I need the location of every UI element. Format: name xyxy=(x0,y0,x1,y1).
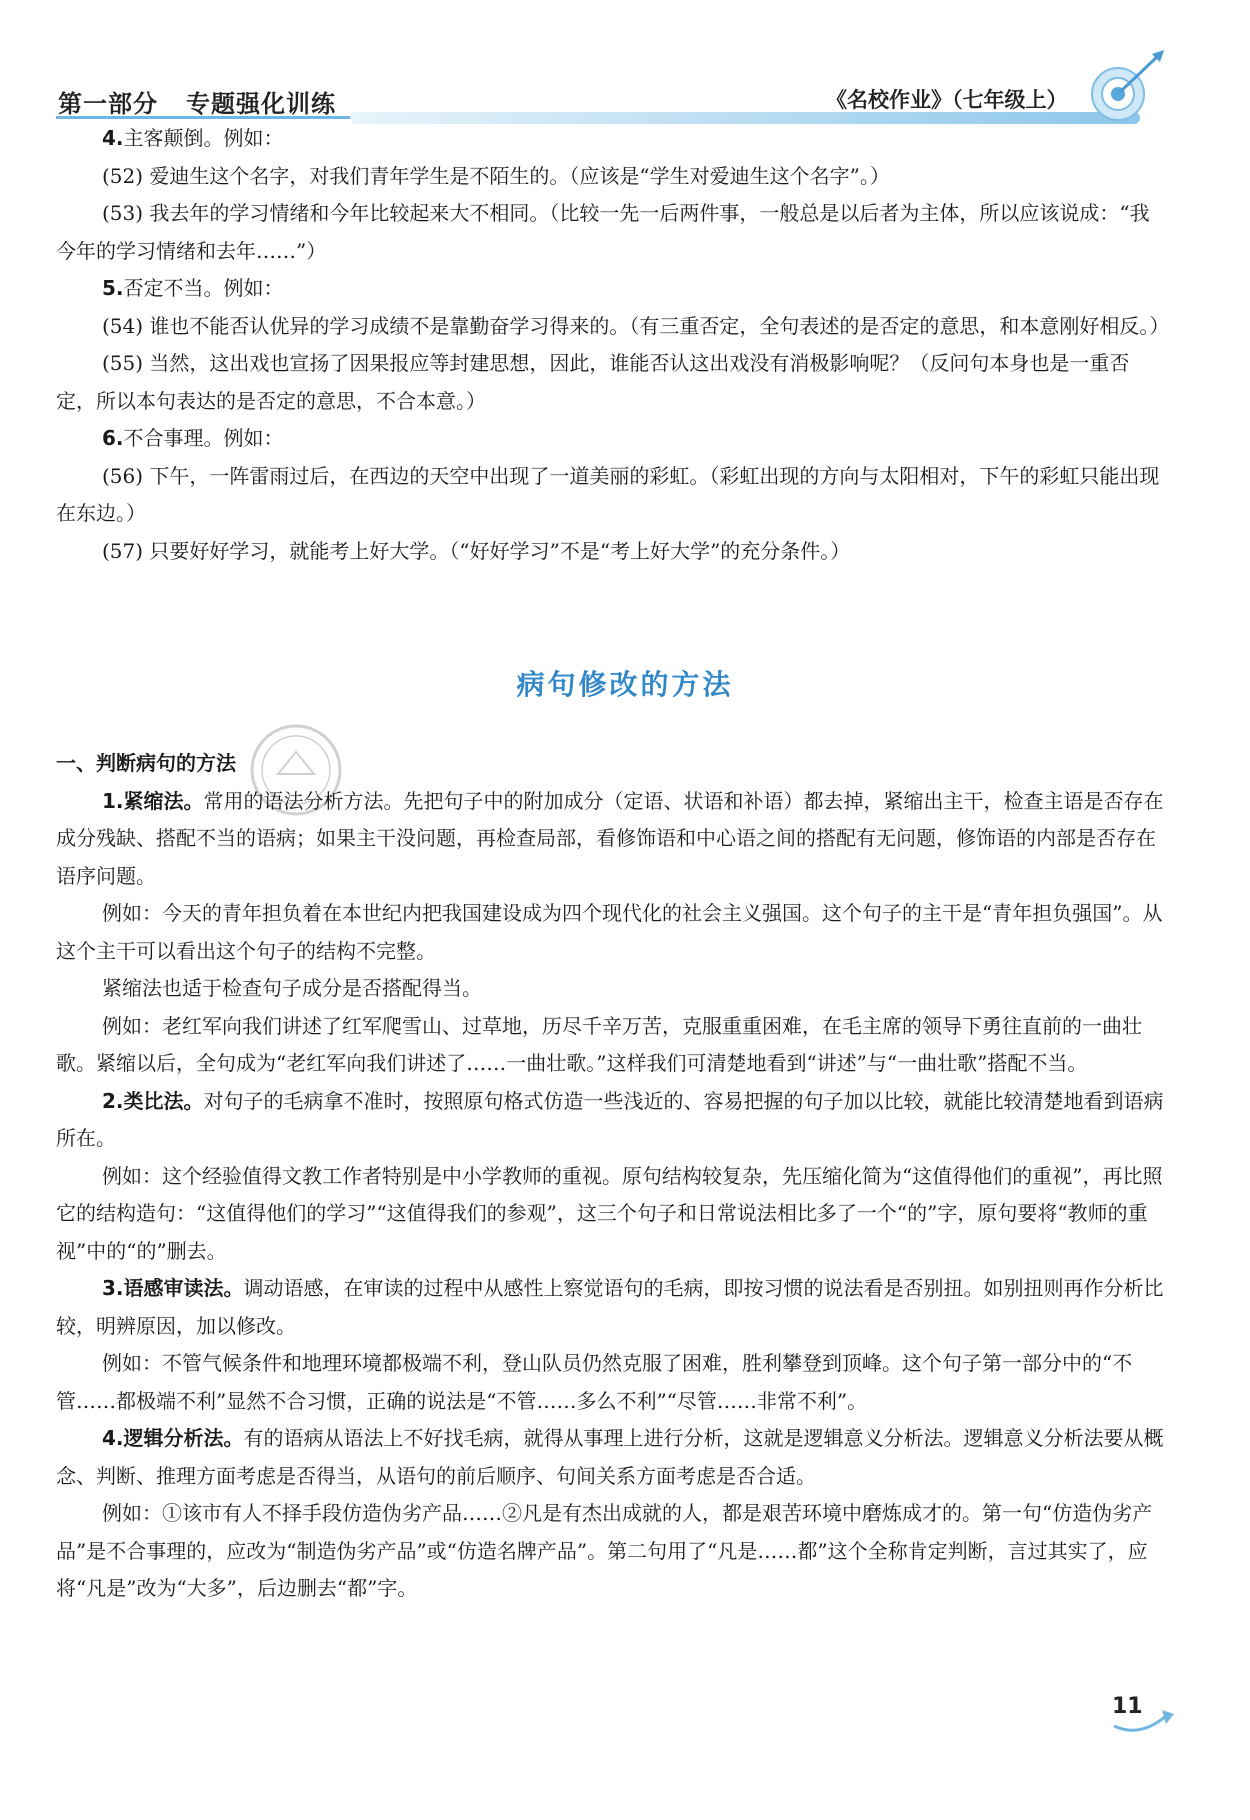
method-4-example: 例如：①该市有人不择手段仿造伪劣产品……②凡是有杰出成就的人，都是艰苦环境中磨炼成才的。第一句“仿造伪劣产品”是不合事理的，应改为“制造伪劣产品”或“仿造名牌产品”。第二句用了“凡是……都”这个全称肯定判断，言过其实了，应将“凡是”改为“大多”，后边删去“都”字。 xyxy=(56,1501,1153,1600)
example-53: (53) 我去年的学习情绪和今年比较起来大不相同。（比较一先一后两件事，一般总是以后者为主体，所以应该说成：“我今年的学习情绪和去年……”） xyxy=(56,201,1150,263)
example-55: (55) 当然，这出戏也宣扬了因果报应等封建思想，因此，谁能否认这出戏没有消极影响呢？（反问句本身也是一重否定，所以本句表达的是否定的意思，不合本意。） xyxy=(56,351,1130,413)
example-54: (54) 谁也不能否认优异的学习成绩不是靠勤奋学习得来的。（有三重否定，全句表述的是否定的意思，和本意刚好相反。） xyxy=(102,313,1170,338)
method-2: 2.类比法。对句子的毛病拿不准时，按照原句格式仿造一些浅近的、容易把握的句子加以比较，就能比较清楚地看到语病所在。 xyxy=(56,1088,1164,1150)
header-book-title: 《名校作业》（七年级上） xyxy=(826,88,1068,112)
header-part: 第一部分 xyxy=(58,90,158,118)
example-52: (52) 爱迪生这个名字，对我们青年学生是不陌生的。（应该是“学生对爱迪生这个名字”。） xyxy=(102,163,890,188)
example-57: (57) 只要好好学习，就能考上好大学。（“好好学习”不是“考上好大学”的充分条件。） xyxy=(102,538,851,563)
method-1: 1.紧缩法。常用的语法分析方法。先把句子中的附加成分（定语、状语和补语）都去掉，紧缩出主干，检查主语是否存在成分残缺、搭配不当的语病；如果主干没问题，再检查局部，看修饰语和中心语之间的搭配有无问题，修饰语的内部是否存在语序问题。 xyxy=(56,788,1164,888)
header-section: 专题强化训练 xyxy=(186,90,336,118)
method-1-example-1: 例如：今天的青年担负着在本世纪内把我国建设成为四个现代化的社会主义强国。这个句子的主干是“青年担负强国”。从这个主干可以看出这个句子的结构不完整。 xyxy=(56,901,1163,963)
top-text-block xyxy=(56,120,1170,570)
method-2-example: 例如：这个经验值得文教工作者特别是中小学教师的重视。原句结构较复杂，先压缩化简为“这值得他们的重视”，再比照它的结构造句：“这值得他们的学习”“这值得我们的参观”，这三个句子和日常说法相比多了一个“的”字，原句要将“教师的重视”中的“的”删去。 xyxy=(56,1163,1163,1263)
method-1-example-2: 例如：老红军向我们讲述了红军爬雪山、过草地，历尽千辛万苦，克服重重困难，在毛主席的领导下勇往直前的一曲壮歌。紧缩以后，全句成为“老红军向我们讲述了……一曲壮歌。”这样我们可清楚地看到“讲述”与“一曲壮歌”搭配不当。 xyxy=(56,1013,1142,1075)
item-5-heading: 5.否定不当。例如： xyxy=(102,276,284,300)
example-56: (56) 下午，一阵雷雨过后，在西边的天空中出现了一道美丽的彩虹。（彩虹出现的方向与太阳相对，下午的彩虹只能出现在东边。） xyxy=(56,463,1160,525)
sub-heading: 一、判断病句的方法 xyxy=(56,751,236,775)
method-3-example: 例如：不管气候条件和地理环境都极端不利，登山队员仍然克服了困难，胜利攀登到顶峰。这个句子第一部分中的“不管……都极端不利”显然不合习惯，正确的说法是“不管……多么不利”“尽管……非常不利”。 xyxy=(56,1351,1133,1413)
header-left xyxy=(58,84,336,119)
page-number: 11 xyxy=(1112,1694,1143,1719)
item-6-heading: 6.不合事理。例如： xyxy=(102,426,284,450)
method-4: 4.逻辑分析法。有的语病从语法上不好找毛病，就得从事理上进行分析，这就是逻辑意义分析法。逻辑意义分析法要从概念、判断、推理方面考虑是否得当，从语句的前后顺序、句间关系方面考虑是否合适。 xyxy=(56,1426,1164,1488)
target-icon xyxy=(1080,48,1170,124)
methods-block xyxy=(56,745,1166,1608)
item-4-heading: 4.主客颠倒。例如： xyxy=(102,126,284,150)
method-3: 3.语感审读法。调动语感，在审读的过程中从感性上察觉语句的毛病，即按习惯的说法看是否别扭。如别扭则再作分析比较，明辨原因，加以修改。 xyxy=(56,1276,1164,1338)
section-title: 病句修改的方法 xyxy=(516,668,734,701)
method-1-note: 紧缩法也适于检查句子成分是否搭配得当。 xyxy=(102,976,482,1000)
